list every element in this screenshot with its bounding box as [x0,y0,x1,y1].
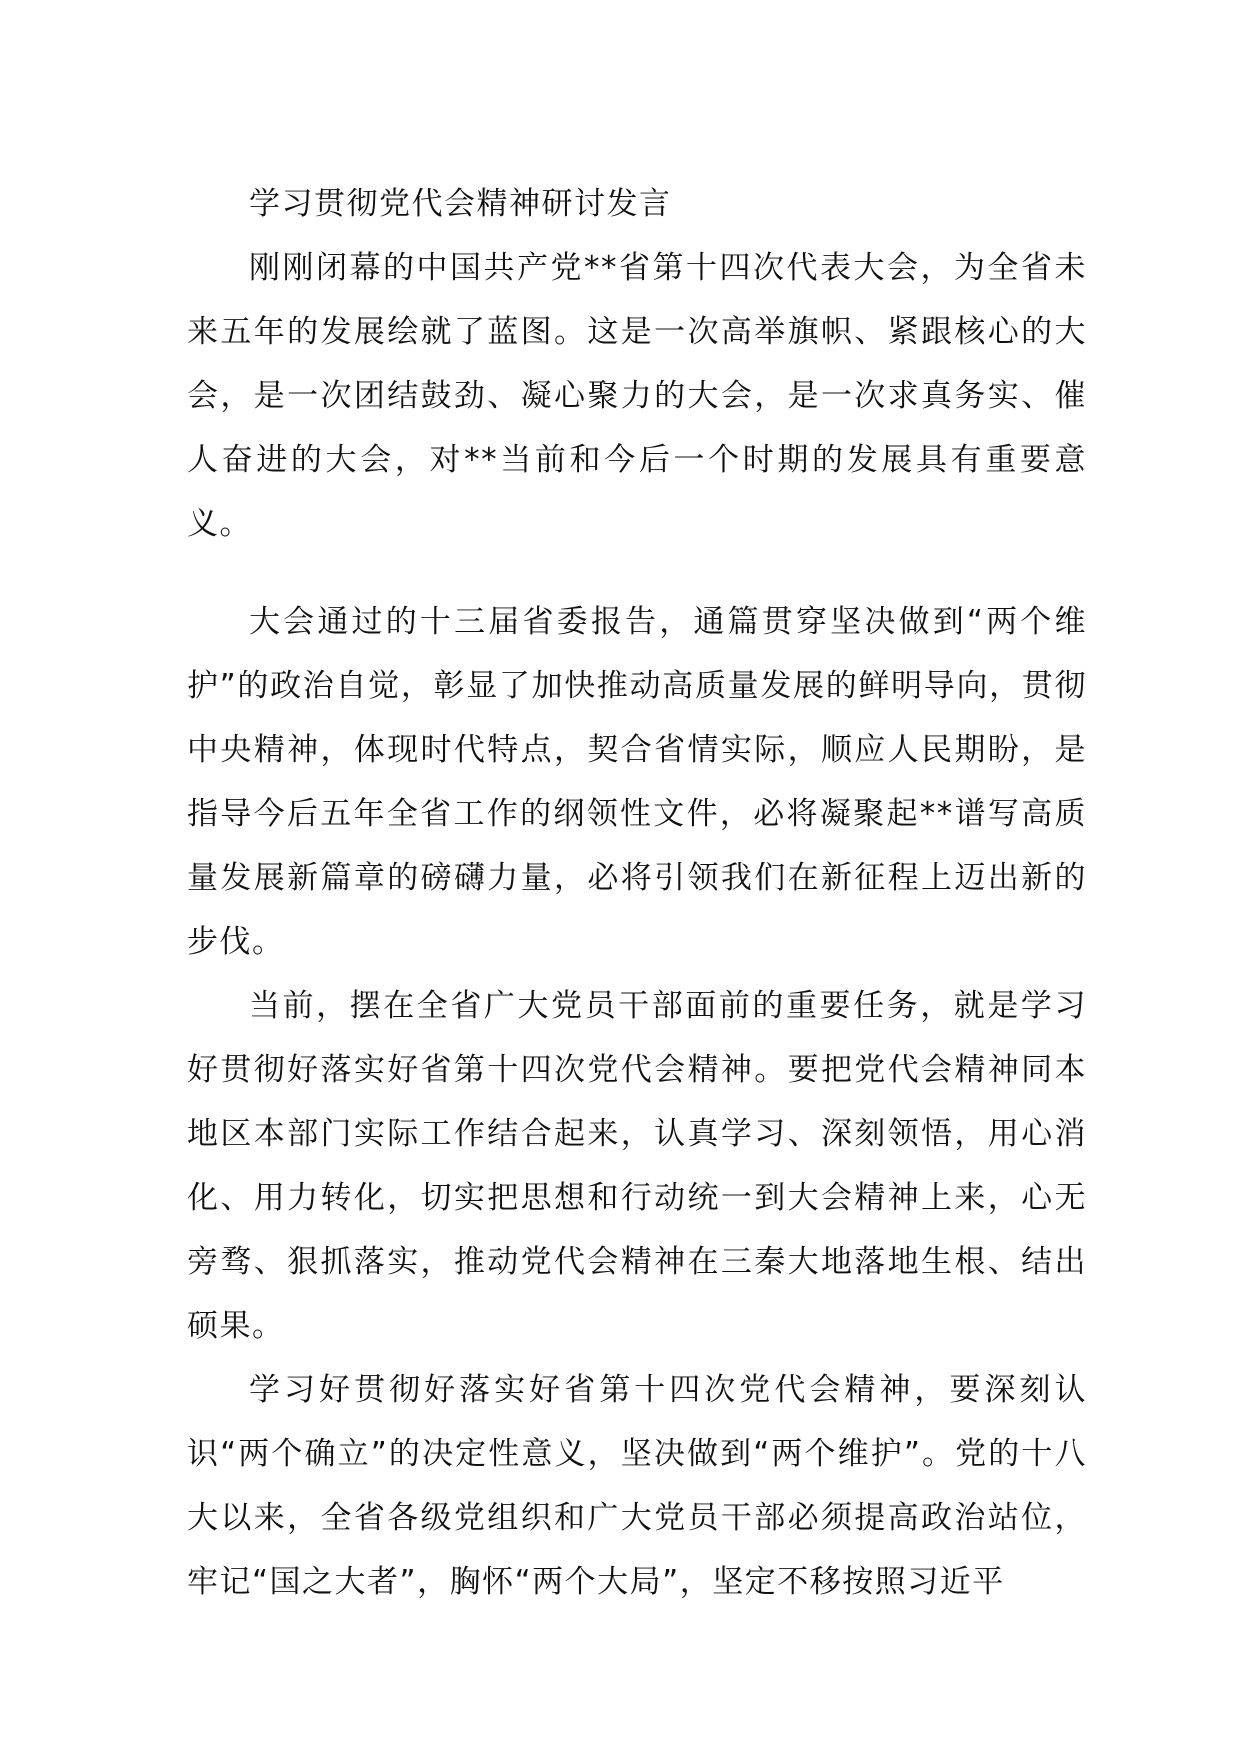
paragraph-3: 当前，摆在全省广大党员干部面前的重要任务，就是学习好贯彻好落实好省第十四次党代会精神。要把党代会精神同本地区本部门实际工作结合起来，认真学习、深刻领悟，用心消化、用力转化，切实把思想和行动统一到大会精神上来，心无旁骛、狠抓落实，推动党代会精神在三秦大地落地生根、结出硕果。 [187,988,1087,1344]
document-title: 学习贯彻党代会精神研讨发言 [249,186,672,222]
paragraph-4: 学习好贯彻好落实好省第十四次党代会精神，要深刻认识“两个确立”的决定性意义，坚决做到“两个维护”。党的十八大以来，全省各级党组织和广大党员干部必须提高政治站位，牢记“国之大者”，胸怀“两个大局”，坚定不移按照习近平 [187,1372,1087,1600]
paragraph-2: 大会通过的十三届省委报告，通篇贯穿坚决做到“两个维护”的政治自觉，彰显了加快推动高质量发展的鲜明导向，贯彻中央精神，体现时代特点，契合省情实际，顺应人民期盼，是指导今后五年全省工作的纲领性文件，必将凝聚起**谱写高质量发展新篇章的磅礴力量，必将引领我们在新征程上迈出新的步伐。 [187,604,1087,960]
paragraph-1: 刚刚闭幕的中国共产党**省第十四次代表大会，为全省未来五年的发展绘就了蓝图。这是一次高举旗帜、紧跟核心的大会，是一次团结鼓劲、凝心聚力的大会，是一次求真务实、催人奋进的大会，对**当前和今后一个时期的发展具有重要意义。 [187,250,1087,542]
document-body [187,172,1087,1614]
